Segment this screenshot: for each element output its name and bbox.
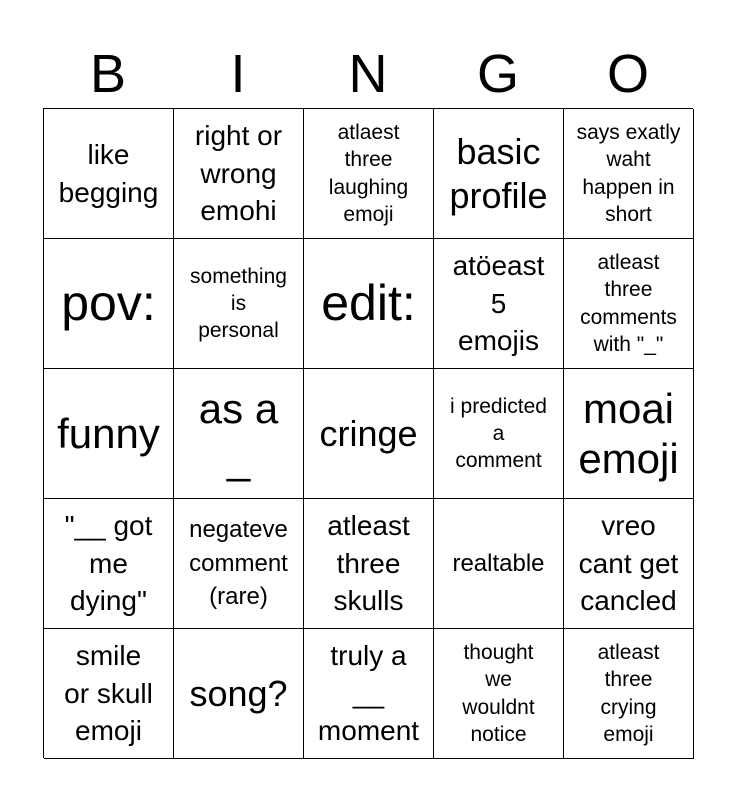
cell-text: thought we wouldnt notice [462, 640, 535, 746]
bingo-cell-r1c1[interactable] [44, 109, 174, 239]
bingo-cell-r5c3[interactable] [304, 629, 434, 759]
bingo-cell-r2c2[interactable] [174, 239, 304, 369]
cell-text: something is personal [190, 264, 287, 343]
cell-text: realtable [452, 549, 545, 577]
cell-text: cringe [319, 412, 418, 454]
cell-text: edit: [321, 274, 416, 331]
bingo-cell-r3c4[interactable] [434, 369, 564, 499]
cell-text: atöeast 5 emojis [452, 249, 545, 357]
bingo-cell-r4c2[interactable] [174, 499, 304, 629]
header-letter-i: I [230, 44, 246, 104]
cell-text: basic profile [449, 131, 548, 216]
bingo-cell-r1c3[interactable] [304, 109, 434, 239]
bingo-cell-r4c5[interactable] [564, 499, 694, 629]
bingo-header [43, 40, 693, 108]
bingo-cell-r5c4[interactable] [434, 629, 564, 759]
bingo-cell-r4c4[interactable] [434, 499, 564, 629]
cell-text: atleast three skulls [327, 509, 410, 617]
bingo-cell-r3c3[interactable] [304, 369, 434, 499]
bingo-board [43, 108, 693, 758]
bingo-cell-r4c1[interactable] [44, 499, 174, 629]
bingo-cell-r3c2[interactable] [174, 369, 304, 499]
bingo-cell-r2c1[interactable] [44, 239, 174, 369]
header-letter-b: B [89, 44, 127, 104]
bingo-cell-r5c5[interactable] [564, 629, 694, 759]
cell-text: says exatly waht happen in short [576, 120, 681, 226]
bingo-cell-r2c5[interactable] [564, 239, 694, 369]
cell-text: atleast three comments with "_" [580, 250, 677, 356]
cell-text: atleast three crying emoji [597, 640, 660, 746]
header-letter-n: N [348, 44, 388, 104]
cell-text: atlaest three laughing emoji [328, 120, 409, 226]
bingo-cell-r5c1[interactable] [44, 629, 174, 759]
bingo-cell-r1c4[interactable] [434, 109, 564, 239]
bingo-cell-r1c5[interactable] [564, 109, 694, 239]
cell-text: smile or skull emoji [64, 639, 153, 747]
cell-text: i predicted a comment [450, 394, 547, 473]
bingo-cell-r4c3[interactable] [304, 499, 434, 629]
cell-text: song? [189, 672, 288, 714]
cell-text: vreo cant get cancled [578, 509, 679, 617]
cell-text: as a _ [198, 384, 279, 482]
cell-text: pov: [61, 274, 156, 331]
bingo-cell-r2c3[interactable] [304, 239, 434, 369]
bingo-cell-r1c2[interactable] [174, 109, 304, 239]
header-letter-g: G [476, 44, 519, 104]
cell-text: truly a __ moment [317, 639, 420, 747]
cell-text: funny [57, 409, 160, 457]
bingo-cell-r2c4[interactable] [434, 239, 564, 369]
cell-text: right or wrong emohi [194, 119, 283, 227]
cell-text: moai emoji [578, 384, 679, 482]
cell-text: like begging [58, 138, 159, 208]
bingo-cell-r3c5[interactable] [564, 369, 694, 499]
bingo-cell-r3c1[interactable] [44, 369, 174, 499]
header-letter-o: O [606, 44, 649, 104]
cell-text: "__ got me dying" [64, 509, 153, 617]
bingo-cell-r5c2[interactable] [174, 629, 304, 759]
cell-text: negateve comment (rare) [189, 516, 288, 611]
